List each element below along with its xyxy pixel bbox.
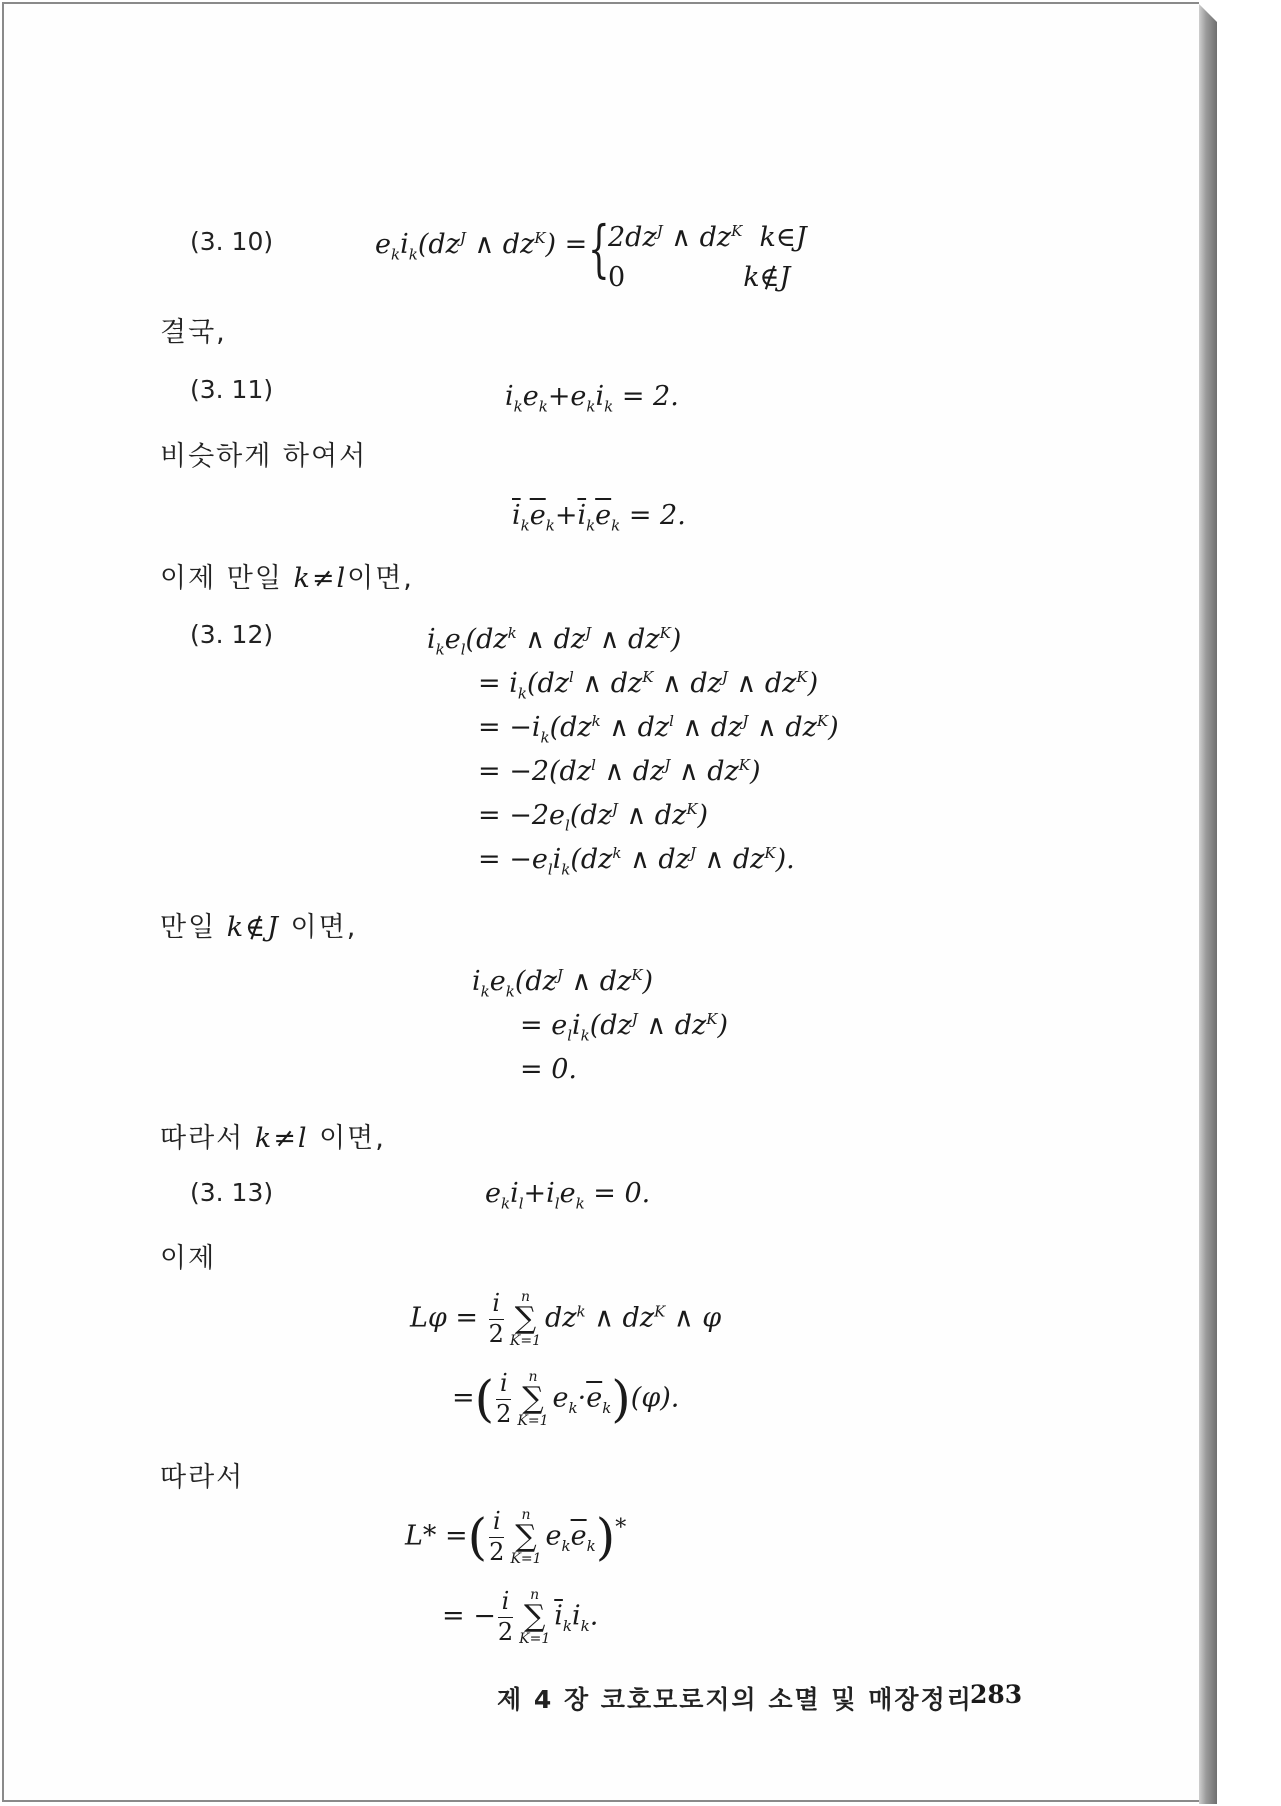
equation-3-13: $e_ki_l+i_le_k = 0$. xyxy=(485,1178,651,1213)
equation-3-11: $i_ke_k+e_ki_k = 2$. xyxy=(505,381,679,416)
equation-label: (3. 10) xyxy=(190,227,274,256)
equation-label: (3. 13) xyxy=(190,1178,274,1207)
equation-kJ-line-1: $i_ke_k(dz^J$ ∧ $dz^K$) xyxy=(472,966,654,1001)
equation-3-12-line-2: = $i_k(dz^l$ ∧ $dz^K$ ∧ $dz^J$ ∧ $dz^K$) xyxy=(478,668,819,703)
equation-conjugate: $\overline{i}_k\overline{e}_k+\overline{i}_k\overline{e}_k = 2$. xyxy=(512,500,686,535)
equation-L-star-line-2: = − $\frac{i}{2}$ n ∑ K=1 $\overline{i}_ki_k$. xyxy=(442,1587,599,1647)
text-if-k-notin-J: 만일 k∉J 이면, xyxy=(160,912,358,943)
equation-3-12-line-5: = $-2e_l(dz^J$ ∧ $dz^K$) xyxy=(478,800,709,835)
equation-kJ-line-2: = $e_li_k(dz^J$ ∧ $dz^K$) xyxy=(520,1010,728,1045)
equation-3-12-line-1: $i_ke_l(dz^k$ ∧ $dz^J$ ∧ $dz^K$) xyxy=(427,624,682,659)
case-brace: { xyxy=(588,212,610,285)
text-thus-k-ne-l: 따라서 k≠l 이면, xyxy=(160,1123,386,1154)
text-now: 이제 xyxy=(160,1243,217,1274)
equation-3-12-line-3: = $-i_k(dz^k$ ∧ $dz^l$ ∧ $dz^J$ ∧ $dz^K$) xyxy=(478,712,839,747)
equation-kJ-line-3: = 0. xyxy=(520,1054,577,1085)
equation-3-12-line-6: = $-e_li_k(dz^k$ ∧ $dz^J$ ∧ $dz^K$). xyxy=(478,844,795,879)
equation-L-phi-line-1: Lφ = $\frac{i}{2}$ n ∑ K=1 $dz^k$ ∧ $dz^K$ ∧ φ xyxy=(410,1289,722,1349)
equation-3-12-line-4: = $-2(dz^l$ ∧ $dz^J$ ∧ $dz^K$) xyxy=(478,756,761,787)
text-gyeolguk: 결국, xyxy=(160,317,227,348)
equation-label: (3. 11) xyxy=(190,375,274,404)
running-footer: 제 4 장 코호모로지의 소멸 및 매장정리 xyxy=(497,1685,973,1714)
page-edge-shadow xyxy=(1199,4,1217,1804)
case-2: 0 k∉J xyxy=(608,262,791,293)
equation-L-phi-line-2: =( $\frac{i}{2}$ n ∑ K=1 $e_k\cdot\overline{e}_k)(\varphi)$. xyxy=(452,1369,680,1429)
text-similarly: 비슷하게 하여서 xyxy=(160,441,368,472)
page-number: 283 xyxy=(970,1680,1023,1709)
equation-label: (3. 12) xyxy=(190,620,274,649)
equation-3-10-lhs: $e_ki_k(dz^J$ ∧ $dz^K$) = xyxy=(375,229,588,264)
case-1: $2dz^J$ ∧ $dz^K$ k∈J xyxy=(608,222,807,253)
text-now-if: 이제 만일 k≠l이면, xyxy=(160,563,414,594)
equation-L-star-line-1: L* =( $\frac{i}{2}$ n ∑ K=1 $e_k\overline{e}_k)^*$ xyxy=(405,1507,627,1567)
text-thus: 따라서 xyxy=(160,1462,245,1493)
